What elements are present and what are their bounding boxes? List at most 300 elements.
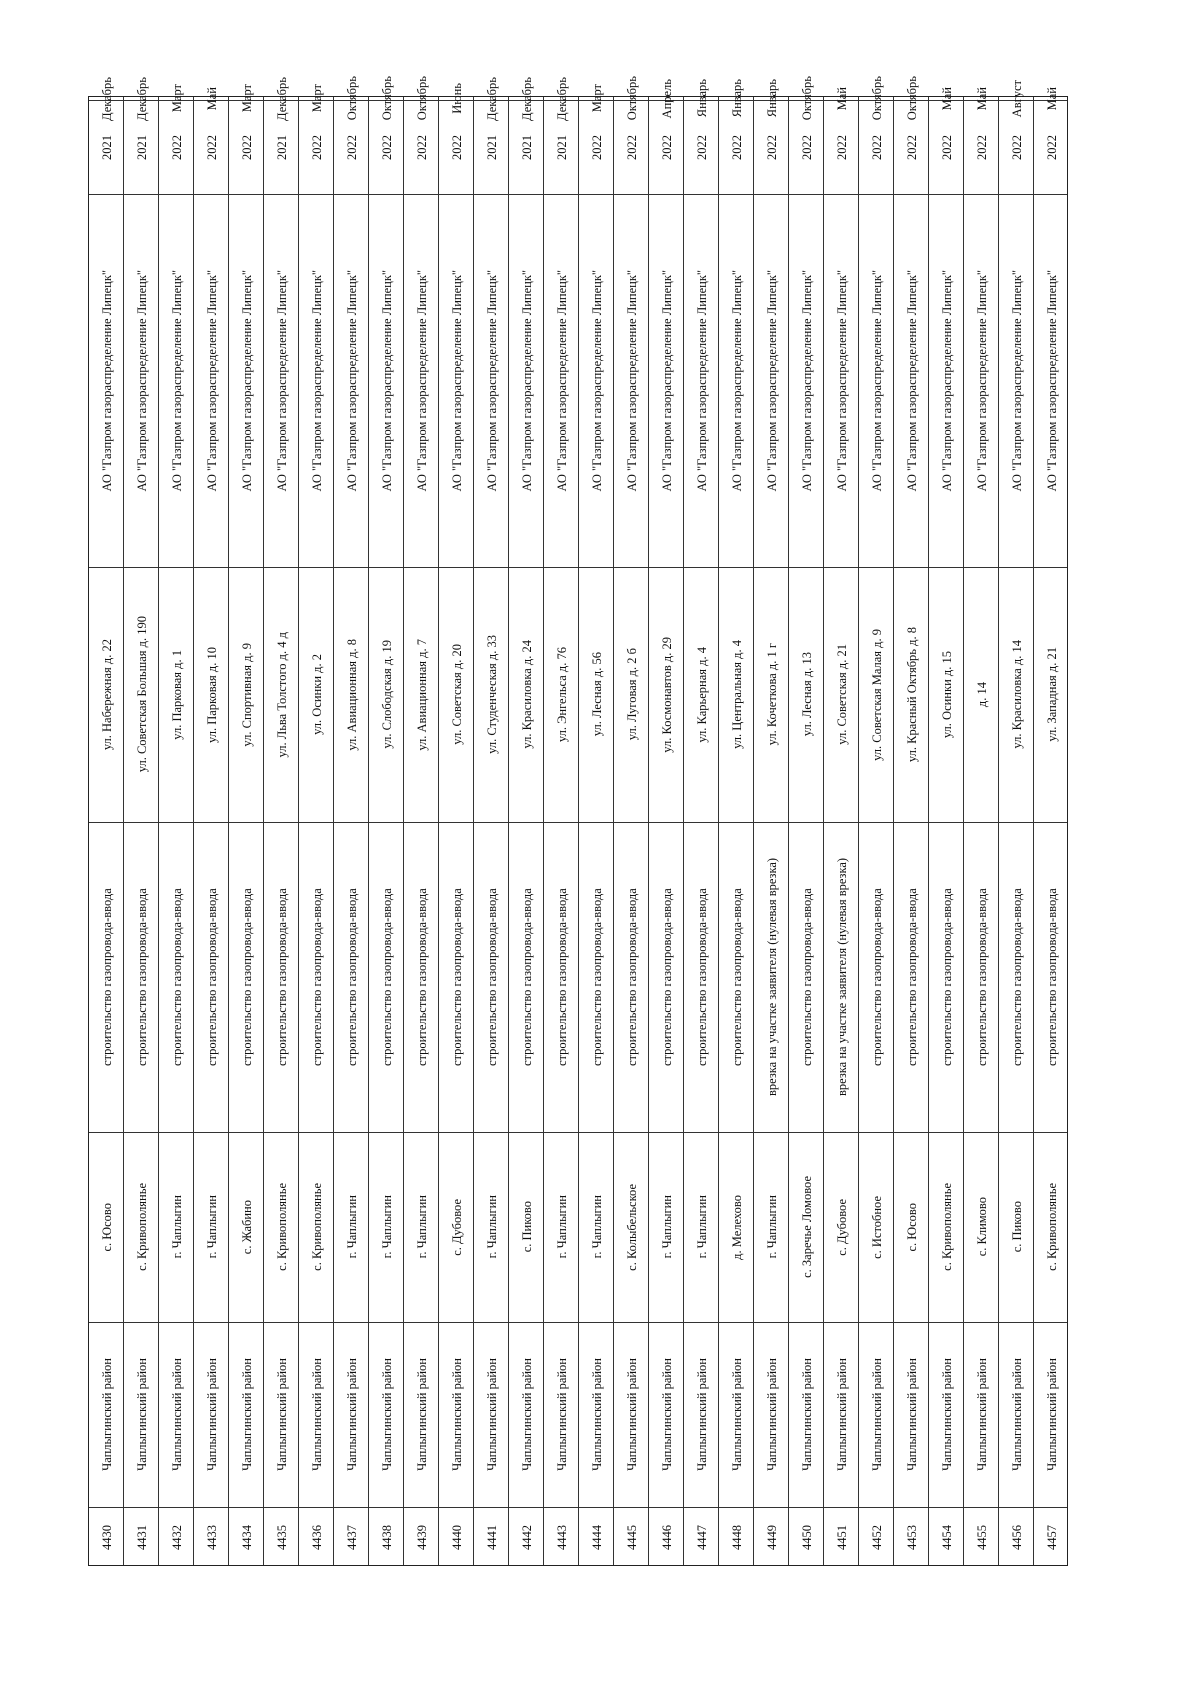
year-text: 2022: [379, 134, 394, 160]
locality-text: г. Чаплыгин: [589, 1195, 604, 1259]
cell-num: [334, 1507, 369, 1567]
cell-num: [89, 1507, 124, 1567]
cell-work: [159, 822, 194, 1132]
cell-work: [544, 822, 579, 1132]
year-text: 2021: [274, 134, 289, 160]
cell-work: [684, 822, 719, 1132]
cell-work: [579, 822, 614, 1132]
cell-district: [614, 1322, 649, 1507]
cell-district: [124, 1322, 159, 1507]
district-text: Чаплыгинский район: [869, 1358, 884, 1471]
cell-num: [649, 1507, 684, 1567]
cell-address: [894, 567, 929, 822]
table-row: [334, 76, 369, 1565]
cell-address: [159, 567, 194, 822]
cell-locality: [999, 1132, 1034, 1322]
num-text: 4434: [239, 1524, 254, 1550]
cell-month: [229, 84, 264, 113]
cell-org: [894, 194, 929, 567]
cell-org: [1034, 194, 1069, 567]
district-text: Чаплыгинский район: [694, 1358, 709, 1471]
address-text: ул. Лесная д. 13: [799, 652, 814, 737]
work-text: строительство газопровода-ввода: [869, 888, 884, 1066]
cell-address: [439, 567, 474, 822]
cell-locality: [579, 1132, 614, 1322]
work-text: строительство газопровода-ввода: [134, 888, 149, 1066]
year-text: 2022: [834, 134, 849, 160]
cell-address: [859, 567, 894, 822]
month-text: Май: [834, 86, 849, 111]
num-text: 4454: [939, 1524, 954, 1550]
address-text: ул. Луговая д. 2 б: [624, 648, 639, 741]
num-text: 4438: [379, 1524, 394, 1550]
locality-text: г. Чаплыгин: [414, 1195, 429, 1259]
cell-org: [999, 194, 1034, 567]
locality-text: с. Кривополянье: [134, 1183, 149, 1271]
year-text: 2022: [624, 134, 639, 160]
num-text: 4452: [869, 1524, 884, 1550]
num-text: 4436: [309, 1524, 324, 1550]
cell-num: [369, 1507, 404, 1567]
cell-district: [264, 1322, 299, 1507]
address-text: ул. Энгельса д. 76: [554, 646, 569, 743]
cell-org: [439, 194, 474, 567]
cell-locality: [649, 1132, 684, 1322]
locality-text: с. Кривополянье: [939, 1183, 954, 1271]
district-text: Чаплыгинский район: [519, 1358, 534, 1471]
org-text: АО "Газпром газораспределение Липецк": [939, 269, 954, 492]
table-row: [824, 86, 859, 1565]
cell-month: [789, 76, 824, 121]
year-text: 2022: [694, 134, 709, 160]
org-text: АО "Газпром газораспределение Липецк": [589, 269, 604, 492]
cell-month: [404, 76, 439, 121]
cell-month: [964, 86, 999, 111]
cell-year: [929, 100, 964, 194]
cell-month: [439, 83, 474, 114]
year-text: 2022: [869, 134, 884, 160]
district-text: Чаплыгинский район: [904, 1358, 919, 1471]
table-row: [684, 79, 719, 1565]
org-text: АО "Газпром газораспределение Липецк": [239, 269, 254, 492]
district-text: Чаплыгинский район: [624, 1358, 639, 1471]
cell-district: [89, 1322, 124, 1507]
cell-district: [824, 1322, 859, 1507]
cell-org: [124, 194, 159, 567]
cell-month: [299, 84, 334, 113]
cell-district: [649, 1322, 684, 1507]
address-text: ул. Осинки д. 15: [939, 650, 954, 739]
district-text: Чаплыгинский район: [1009, 1358, 1024, 1471]
org-text: АО "Газпром газораспределение Липецк": [414, 269, 429, 492]
cell-locality: [264, 1132, 299, 1322]
cell-month: [999, 79, 1034, 118]
table-row: [579, 84, 614, 1565]
year-text: 2021: [519, 134, 534, 160]
district-text: Чаплыгинский район: [379, 1358, 394, 1471]
locality-text: с. Дубовое: [834, 1198, 849, 1256]
cell-month: [719, 79, 754, 118]
cell-work: [1034, 822, 1069, 1132]
num-text: 4457: [1044, 1524, 1059, 1550]
month-text: Октябрь: [869, 76, 884, 121]
work-text: строительство газопровода-ввода: [274, 888, 289, 1066]
org-text: АО "Газпром газораспределение Липецк": [519, 269, 534, 492]
table-row: [89, 76, 124, 1565]
cell-district: [404, 1322, 439, 1507]
org-text: АО "Газпром газораспределение Липецк": [554, 269, 569, 492]
cell-address: [369, 567, 404, 822]
district-text: Чаплыгинский район: [554, 1358, 569, 1471]
work-text: врезка на участке заявителя (нулевая врезка): [834, 857, 849, 1097]
cell-address: [509, 567, 544, 822]
cell-year: [229, 100, 264, 194]
work-text: строительство газопровода-ввода: [904, 888, 919, 1066]
cell-locality: [334, 1132, 369, 1322]
cell-num: [404, 1507, 439, 1567]
month-text: Май: [939, 86, 954, 111]
work-text: строительство газопровода-ввода: [624, 888, 639, 1066]
num-text: 4442: [519, 1524, 534, 1550]
year-text: 2022: [309, 134, 324, 160]
cell-org: [509, 194, 544, 567]
cell-month: [614, 76, 649, 121]
table-row: [929, 86, 964, 1565]
address-text: ул. Советская Большая д. 190: [134, 616, 149, 773]
month-text: Март: [589, 84, 604, 113]
cell-locality: [894, 1132, 929, 1322]
cell-locality: [229, 1132, 264, 1322]
cell-work: [439, 822, 474, 1132]
cell-district: [159, 1322, 194, 1507]
org-text: АО "Газпром газораспределение Липецк": [379, 269, 394, 492]
locality-text: с. Колыбельское: [624, 1183, 639, 1271]
table-row: [999, 79, 1034, 1565]
month-text: Март: [309, 84, 324, 113]
cell-work: [789, 822, 824, 1132]
num-text: 4441: [484, 1524, 499, 1550]
year-text: 2022: [204, 134, 219, 160]
org-text: АО "Газпром газораспределение Липецк": [274, 269, 289, 492]
cell-month: [544, 76, 579, 121]
locality-text: с. Заречье Ломовое: [799, 1176, 814, 1278]
district-text: Чаплыгинский район: [309, 1358, 324, 1471]
month-text: Октябрь: [414, 76, 429, 121]
work-text: врезка на участке заявителя (нулевая врезка): [764, 857, 779, 1097]
num-text: 4453: [904, 1524, 919, 1550]
table-row: [229, 84, 264, 1565]
table-row: [859, 76, 894, 1565]
district-text: Чаплыгинский район: [799, 1358, 814, 1471]
org-text: АО "Газпром газораспределение Липецк": [904, 269, 919, 492]
cell-num: [509, 1507, 544, 1567]
cell-num: [579, 1507, 614, 1567]
cell-address: [999, 567, 1034, 822]
year-text: 2022: [1009, 134, 1024, 160]
cell-address: [929, 567, 964, 822]
cell-work: [404, 822, 439, 1132]
cell-num: [684, 1507, 719, 1567]
cell-work: [999, 822, 1034, 1132]
address-text: ул. Западная д. 21: [1044, 647, 1059, 742]
cell-year: [579, 100, 614, 194]
cell-num: [929, 1507, 964, 1567]
cell-locality: [299, 1132, 334, 1322]
cell-district: [859, 1322, 894, 1507]
address-text: ул. Слободская д. 19: [379, 640, 394, 749]
cell-org: [334, 194, 369, 567]
org-text: АО "Газпром газораспределение Липецк": [484, 269, 499, 492]
year-text: 2022: [729, 134, 744, 160]
cell-district: [1034, 1322, 1069, 1507]
cell-num: [894, 1507, 929, 1567]
cell-address: [789, 567, 824, 822]
org-text: АО "Газпром газораспределение Липецк": [1009, 269, 1024, 492]
address-text: ул. Красиловка д. 14: [1009, 640, 1024, 749]
cell-work: [369, 822, 404, 1132]
address-text: ул. Красиловка д. 24: [519, 640, 534, 749]
table-row: [159, 84, 194, 1565]
cell-locality: [544, 1132, 579, 1322]
table-row: [1034, 86, 1069, 1565]
month-text: Август: [1009, 79, 1024, 118]
work-text: строительство газопровода-ввода: [1044, 888, 1059, 1066]
work-text: строительство газопровода-ввода: [204, 888, 219, 1066]
cell-org: [789, 194, 824, 567]
cell-address: [579, 567, 614, 822]
cell-org: [614, 194, 649, 567]
year-text: 2021: [554, 134, 569, 160]
locality-text: с. Кривополянье: [1044, 1183, 1059, 1271]
cell-address: [1034, 567, 1069, 822]
cell-locality: [859, 1132, 894, 1322]
cell-address: [124, 567, 159, 822]
num-text: 4456: [1009, 1524, 1024, 1550]
num-text: 4432: [169, 1524, 184, 1550]
cell-work: [649, 822, 684, 1132]
month-text: Октябрь: [624, 76, 639, 121]
year-text: 2022: [169, 134, 184, 160]
cell-org: [229, 194, 264, 567]
cell-district: [964, 1322, 999, 1507]
cell-org: [964, 194, 999, 567]
num-text: 4431: [134, 1524, 149, 1550]
cell-month: [89, 76, 124, 121]
num-text: 4444: [589, 1524, 604, 1550]
month-text: Декабрь: [274, 76, 289, 121]
cell-work: [614, 822, 649, 1132]
address-text: ул. Авиационная д. 8: [344, 638, 359, 751]
work-text: строительство газопровода-ввода: [694, 888, 709, 1066]
locality-text: г. Чаплыгин: [169, 1195, 184, 1259]
num-text: 4435: [274, 1524, 289, 1550]
cell-district: [474, 1322, 509, 1507]
work-text: строительство газопровода-ввода: [589, 888, 604, 1066]
cell-locality: [1034, 1132, 1069, 1322]
work-text: строительство газопровода-ввода: [414, 888, 429, 1066]
cell-district: [579, 1322, 614, 1507]
cell-year: [299, 100, 334, 194]
table-row: [439, 83, 474, 1565]
num-text: 4430: [99, 1524, 114, 1550]
locality-text: с. Дубовое: [449, 1198, 464, 1256]
locality-text: г. Чаплыгин: [484, 1195, 499, 1259]
cell-district: [369, 1322, 404, 1507]
cell-locality: [194, 1132, 229, 1322]
month-text: Май: [974, 86, 989, 111]
org-text: АО "Газпром газораспределение Липецк": [869, 269, 884, 492]
address-text: ул. Парковая д. 10: [204, 646, 219, 743]
table-row: [124, 76, 159, 1565]
num-text: 4443: [554, 1524, 569, 1550]
address-text: ул. Советская д. 20: [449, 644, 464, 745]
work-text: строительство газопровода-ввода: [309, 888, 324, 1066]
table-row: [789, 76, 824, 1565]
month-text: Октябрь: [344, 76, 359, 121]
year-text: 2021: [134, 134, 149, 160]
district-text: Чаплыгинский район: [204, 1358, 219, 1471]
cell-district: [754, 1322, 789, 1507]
org-text: АО "Газпром газораспределение Липецк": [659, 269, 674, 492]
org-text: АО "Газпром газораспределение Липецк": [1044, 269, 1059, 492]
month-text: Май: [1044, 86, 1059, 111]
year-text: 2022: [659, 134, 674, 160]
cell-work: [894, 822, 929, 1132]
address-text: ул. Советская д. 21: [834, 644, 849, 745]
cell-locality: [684, 1132, 719, 1322]
cell-address: [719, 567, 754, 822]
cell-district: [894, 1322, 929, 1507]
year-text: 2022: [344, 134, 359, 160]
cell-org: [159, 194, 194, 567]
table-row: [964, 86, 999, 1565]
table-row: [894, 76, 929, 1565]
table-row: [404, 76, 439, 1565]
cell-address: [404, 567, 439, 822]
district-text: Чаплыгинский район: [414, 1358, 429, 1471]
num-text: 4439: [414, 1524, 429, 1550]
table-row: [194, 86, 229, 1565]
cell-num: [194, 1507, 229, 1567]
locality-text: с. Климово: [974, 1197, 989, 1257]
address-text: ул. Набережная д. 22: [99, 638, 114, 751]
cell-address: [754, 567, 789, 822]
org-text: АО "Газпром газораспределение Липецк": [449, 269, 464, 492]
month-text: Декабрь: [484, 76, 499, 121]
work-text: строительство газопровода-ввода: [799, 888, 814, 1066]
locality-text: г. Чаплыгин: [554, 1195, 569, 1259]
cell-num: [824, 1507, 859, 1567]
cell-org: [404, 194, 439, 567]
cell-address: [474, 567, 509, 822]
work-text: строительство газопровода-ввода: [449, 888, 464, 1066]
cell-month: [124, 76, 159, 121]
table-row: [719, 79, 754, 1565]
cell-num: [859, 1507, 894, 1567]
org-text: АО "Газпром газораспределение Липецк": [764, 269, 779, 492]
cell-locality: [509, 1132, 544, 1322]
district-text: Чаплыгинский район: [239, 1358, 254, 1471]
cell-num: [299, 1507, 334, 1567]
cell-address: [334, 567, 369, 822]
table-row: [754, 79, 789, 1565]
district-text: Чаплыгинский район: [729, 1358, 744, 1471]
cell-month: [824, 86, 859, 111]
cell-work: [124, 822, 159, 1132]
cell-year: [824, 100, 859, 194]
locality-text: д. Мелехово: [729, 1194, 744, 1260]
cell-address: [264, 567, 299, 822]
cell-district: [719, 1322, 754, 1507]
cell-num: [789, 1507, 824, 1567]
address-text: ул. Красный Октябрь д. 8: [904, 626, 919, 763]
cell-org: [684, 194, 719, 567]
cell-org: [544, 194, 579, 567]
cell-locality: [89, 1132, 124, 1322]
address-text: ул. Космонавтов д. 29: [659, 636, 674, 753]
cell-locality: [754, 1132, 789, 1322]
num-text: 4449: [764, 1524, 779, 1550]
address-text: ул. Кочеткова д. 1 г: [764, 643, 779, 746]
address-text: ул. Льва Толстого д. 4 д: [274, 631, 289, 758]
work-text: строительство газопровода-ввода: [519, 888, 534, 1066]
cell-org: [929, 194, 964, 567]
year-text: 2022: [904, 134, 919, 160]
year-text: 2022: [939, 134, 954, 160]
year-text: 2022: [974, 134, 989, 160]
cell-district: [929, 1322, 964, 1507]
cell-district: [999, 1322, 1034, 1507]
work-text: строительство газопровода-ввода: [169, 888, 184, 1066]
district-text: Чаплыгинский район: [1044, 1358, 1059, 1471]
locality-text: с. Истобное: [869, 1195, 884, 1259]
cell-work: [194, 822, 229, 1132]
locality-text: с. Жабино: [239, 1199, 254, 1255]
month-text: Октябрь: [904, 76, 919, 121]
district-text: Чаплыгинский район: [764, 1358, 779, 1471]
org-text: АО "Газпром газораспределение Липецк": [99, 269, 114, 492]
cell-org: [264, 194, 299, 567]
address-text: ул. Парковая д. 1: [169, 649, 184, 740]
district-text: Чаплыгинский район: [99, 1358, 114, 1471]
cell-org: [824, 194, 859, 567]
table-row: [369, 76, 404, 1565]
work-text: строительство газопровода-ввода: [239, 888, 254, 1066]
table-row: [264, 76, 299, 1565]
num-text: 4440: [449, 1524, 464, 1550]
locality-text: с. Пиково: [1009, 1201, 1024, 1253]
cell-work: [964, 822, 999, 1132]
table-row: [299, 84, 334, 1565]
work-text: строительство газопровода-ввода: [659, 888, 674, 1066]
work-text: строительство газопровода-ввода: [729, 888, 744, 1066]
month-text: Октябрь: [379, 76, 394, 121]
work-text: строительство газопровода-ввода: [99, 888, 114, 1066]
locality-text: г. Чаплыгин: [694, 1195, 709, 1259]
locality-text: с. Кривополянье: [274, 1183, 289, 1271]
cell-locality: [124, 1132, 159, 1322]
cell-work: [229, 822, 264, 1132]
address-text: ул. Лесная д. 56: [589, 652, 604, 737]
work-text: строительство газопровода-ввода: [344, 888, 359, 1066]
data-table: [88, 76, 1068, 1566]
org-text: АО "Газпром газораспределение Липецк": [169, 269, 184, 492]
cell-locality: [964, 1132, 999, 1322]
month-text: Май: [204, 86, 219, 111]
address-text: д. 14: [974, 681, 989, 708]
cell-year: [964, 100, 999, 194]
work-text: строительство газопровода-ввода: [974, 888, 989, 1066]
